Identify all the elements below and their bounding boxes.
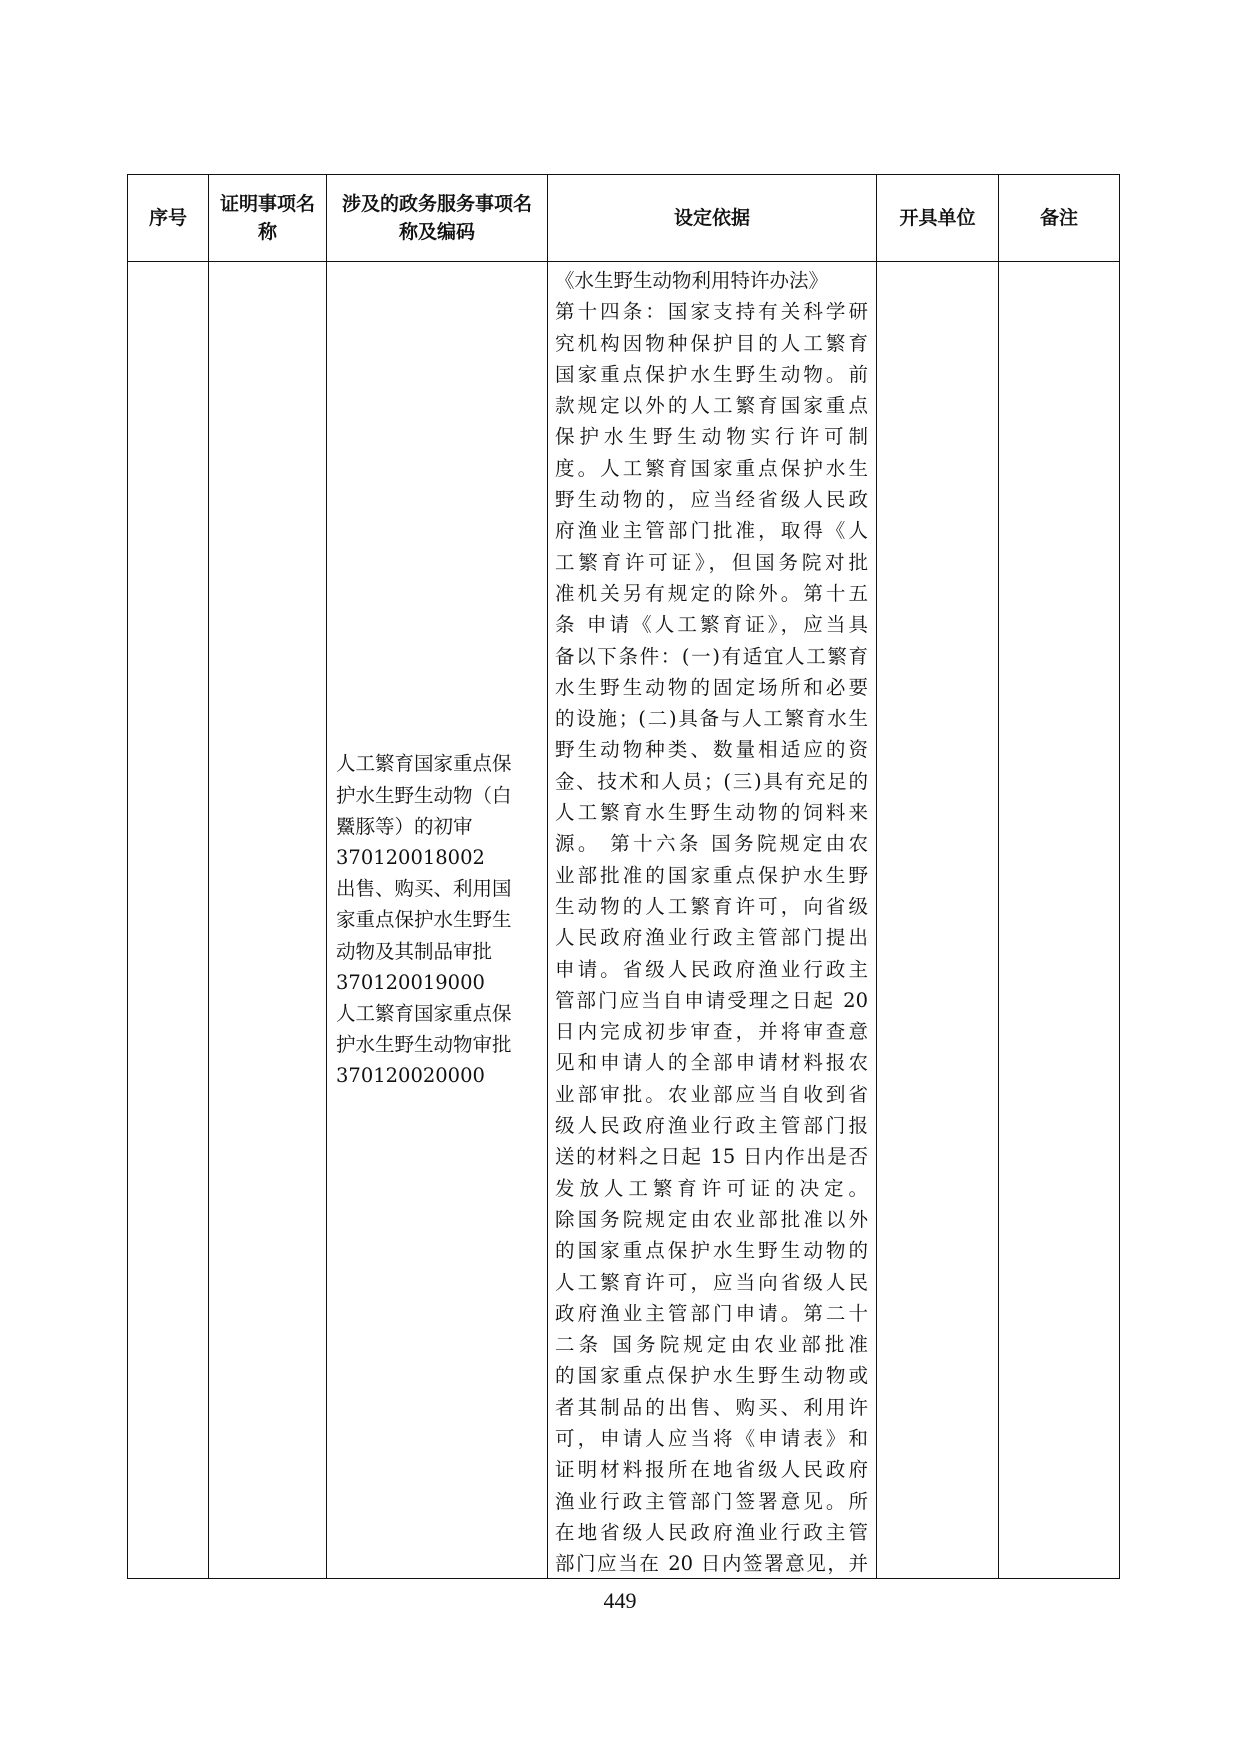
- service-item-line: 人工繁育国家重点保: [336, 752, 512, 776]
- cell-cert-name: [209, 262, 327, 1579]
- service-items: [327, 748, 547, 1091]
- basis-line: 二条 国务院规定由农业部批准: [555, 1333, 868, 1357]
- basis-line: 金、技术和人员；(三)具有充足的: [555, 769, 868, 793]
- basis-line: 第十四条：国家支持有关科学研: [555, 300, 868, 324]
- cell-basis: [548, 262, 877, 1579]
- basis-line: 备以下条件：(一)有适宜人工繁育: [555, 644, 868, 668]
- basis-line: 可，申请人应当将《申请表》和: [555, 1426, 868, 1450]
- basis-line: 政府渔业主管部门申请。第二十: [555, 1301, 868, 1325]
- basis-line: 野生动物的，应当经省级人民政: [555, 488, 868, 512]
- header-seq-label: 序号: [148, 207, 187, 229]
- basis-line: 送的材料之日起 15 日内作出是否: [555, 1145, 868, 1169]
- certification-table: [127, 174, 1120, 1579]
- service-item-line: 370120019000: [336, 970, 485, 994]
- basis-text: [548, 262, 876, 1575]
- basis-line: 款规定以外的人工繁育国家重点: [555, 394, 868, 418]
- header-remark-label: 备注: [1039, 207, 1078, 229]
- basis-line: 条 申请《人工繁育证》，应当具: [555, 613, 868, 637]
- header-basis-label: 设定依据: [673, 207, 750, 229]
- service-item-line: 出售、购买、利用国: [336, 877, 512, 901]
- basis-line: 野生动物种类、数量相适应的资: [555, 738, 868, 762]
- basis-line: 人民政府渔业行政主管部门提出: [555, 926, 868, 950]
- service-item-line: 护水生野生动物（白: [336, 783, 512, 807]
- basis-line: 见和申请人的全部申请材料报农: [555, 1051, 868, 1075]
- basis-line: 业部批准的国家重点保护水生野: [555, 863, 868, 887]
- service-item-line: 动物及其制品审批: [336, 939, 493, 963]
- service-item-line: 护水生野生动物审批: [336, 1033, 512, 1057]
- basis-line: 保护水生野生动物实行许可制: [555, 425, 868, 449]
- basis-line: 的设施；(二)具备与人工繁育水生: [555, 707, 868, 731]
- cell-service: [327, 262, 548, 1579]
- basis-line: 究机构因物种保护目的人工繁育: [555, 331, 868, 355]
- cell-seq: [128, 262, 209, 1579]
- basis-line: 除国务院规定由农业部批准以外: [555, 1207, 868, 1231]
- basis-line: 证明材料报所在地省级人民政府: [555, 1458, 868, 1482]
- basis-line: 级人民政府渔业行政主管部门报: [555, 1114, 868, 1138]
- basis-line: 者其制品的出售、购买、利用许: [555, 1395, 868, 1419]
- header-service-line2: 称及编码: [398, 221, 475, 243]
- basis-line: 在地省级人民政府渔业行政主管: [555, 1520, 868, 1544]
- header-issuer-label: 开具单位: [899, 207, 976, 229]
- header-cert-name: [209, 175, 327, 262]
- basis-line: 生动物的人工繁育许可，向省级: [555, 894, 868, 918]
- basis-line: 的国家重点保护水生野生动物或: [555, 1364, 868, 1388]
- basis-line: 府渔业主管部门批准，取得《人: [555, 519, 868, 543]
- header-remark: [999, 175, 1120, 262]
- basis-line: 业部审批。农业部应当自收到省: [555, 1082, 868, 1106]
- header-basis: [548, 175, 877, 262]
- header-cert-name-line1: 证明事项名: [219, 193, 315, 215]
- basis-line: 《水生野生动物利用特许办法》: [555, 269, 829, 292]
- basis-line: 源。 第十六条 国务院规定由农: [555, 832, 868, 856]
- basis-line: 申请。省级人民政府渔业行政主: [555, 957, 868, 981]
- basis-line: 管部门应当自申请受理之日起 20: [555, 988, 868, 1012]
- basis-line: 国家重点保护水生野生动物。前: [555, 362, 868, 386]
- basis-line: 度。人工繁育国家重点保护水生: [555, 456, 868, 480]
- basis-line: 渔业行政主管部门签署意见。所: [555, 1489, 868, 1513]
- header-service: [327, 175, 548, 262]
- service-item-line: 370120018002: [336, 845, 485, 869]
- basis-line: 的国家重点保护水生野生动物的: [555, 1239, 868, 1263]
- table-header-row: [128, 175, 1120, 262]
- basis-line: 准机关另有规定的除外。第十五: [555, 581, 868, 605]
- basis-line: 人工繁育水生野生动物的饲料来: [555, 801, 868, 825]
- basis-line: 工繁育许可证》，但国务院对批: [555, 550, 868, 574]
- basis-line: 人工繁育许可，应当向省级人民: [555, 1270, 868, 1294]
- cell-remark: [999, 262, 1120, 1579]
- cell-issuer: [877, 262, 999, 1579]
- service-item-line: 家重点保护水生野生: [336, 908, 512, 932]
- service-item-line: 鱀豚等）的初审: [336, 814, 473, 838]
- basis-line: 发放人工繁育许可证的决定。: [555, 1176, 868, 1200]
- header-seq: [128, 175, 209, 262]
- page-number: 449: [603, 1588, 637, 1613]
- basis-line: 水生野生动物的固定场所和必要: [555, 675, 868, 699]
- header-cert-name-line2: 称: [257, 221, 277, 243]
- header-issuer: [877, 175, 999, 262]
- basis-line: 部门应当在 20 日内签署意见，并: [555, 1552, 868, 1575]
- table-row: [128, 262, 1120, 1579]
- basis-line: 日内完成初步审查，并将审查意: [555, 1020, 868, 1044]
- service-item-line: 人工繁育国家重点保: [336, 1002, 512, 1025]
- header-service-line1: 涉及的政务服务事项名: [341, 193, 532, 215]
- service-item-line: 370120020000: [336, 1064, 485, 1088]
